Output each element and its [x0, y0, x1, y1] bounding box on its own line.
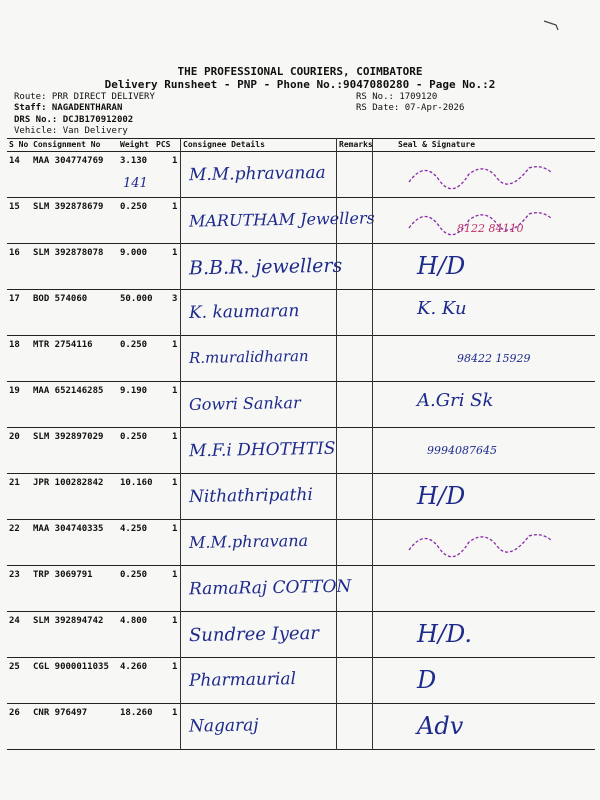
row-weight: 4.250 [120, 524, 148, 534]
table-row [7, 382, 595, 427]
handwritten-consignee: B.B.R. jewellers [188, 254, 343, 280]
handwritten-consignee: M.M.phravanaa [188, 162, 326, 186]
row-pcs: 1 [172, 616, 178, 626]
row-consignment-no: CGL 9000011035 [33, 662, 109, 672]
row-consignment-no: MTR 2754116 [33, 340, 93, 350]
row-consignment-no: SLM 392878679 [33, 202, 104, 212]
row-consignment-no: TRP 3069791 [33, 570, 93, 580]
column-divider [180, 138, 181, 750]
column-divider [336, 138, 337, 750]
handwritten-consignee: K. kaumaran [188, 301, 300, 323]
table-row [7, 290, 595, 335]
col-seal: Seal & Signature [398, 140, 476, 149]
column-divider [372, 138, 373, 750]
row-weight: 10.160 [120, 478, 153, 488]
col-consignment: Consignment No [33, 140, 101, 149]
rs-number: RS No.: 1709120 [356, 92, 438, 102]
row-pcs: 1 [172, 340, 178, 350]
stamp-scribble [405, 200, 555, 240]
row-sno: 16 [9, 248, 20, 258]
handwritten-consignee: MARUTHAM Jewellers [188, 208, 375, 231]
row-pcs: 1 [172, 524, 178, 534]
route-label: Route: PRR DIRECT DELIVERY [14, 92, 155, 102]
row-weight: 0.250 [120, 432, 148, 442]
row-sno: 23 [9, 570, 20, 580]
table-row [7, 152, 595, 197]
row-pcs: 1 [172, 708, 178, 718]
table-row [7, 704, 595, 749]
delivery-signature: K. Ku [417, 298, 467, 319]
row-sno: 24 [9, 616, 20, 626]
row-consignment-no: MAA 304774769 [33, 156, 104, 166]
table-row [7, 474, 595, 519]
table-row [7, 612, 595, 657]
row-sno: 25 [9, 662, 20, 672]
table-row [7, 428, 595, 473]
row-weight: 0.250 [120, 202, 148, 212]
row-pcs: 1 [172, 432, 178, 442]
row-pcs: 1 [172, 202, 178, 212]
row-consignment-no: MAA 652146285 [33, 386, 104, 396]
col-consignee: Consignee Details [183, 140, 265, 149]
handwritten-consignee: Sundree Iyear [188, 622, 320, 647]
handwritten-consignee: Nithathripathi [188, 484, 313, 508]
handwritten-note: 141 [123, 176, 148, 191]
table-header [7, 139, 595, 151]
delivery-signature: H/D [417, 482, 466, 510]
stamp-scribble [405, 154, 555, 194]
row-consignment-no: SLM 392878078 [33, 248, 104, 258]
row-sno: 20 [9, 432, 20, 442]
table-row [7, 198, 595, 243]
table-row [7, 520, 595, 565]
row-sno: 15 [9, 202, 20, 212]
stamp-scribble [405, 522, 555, 562]
row-pcs: 1 [172, 662, 178, 672]
staff-label: Staff: NAGADENTHARAN [14, 103, 123, 113]
row-pcs: 3 [172, 294, 178, 304]
runsheet-subtitle: Delivery Runsheet - PNP - Phone No.:9047080280 - Page No.:2 [104, 78, 496, 91]
table-row [7, 566, 595, 611]
row-pcs: 1 [172, 386, 178, 396]
row-sno: 26 [9, 708, 20, 718]
handwritten-phone: 9994087645 [427, 444, 497, 457]
handwritten-consignee: Gowri Sankar [188, 393, 301, 414]
company-title: THE PROFESSIONAL COURIERS, COIMBATORE [177, 65, 423, 78]
row-rule [7, 749, 595, 750]
row-weight: 0.250 [120, 340, 148, 350]
row-weight: 50.000 [120, 294, 153, 304]
row-pcs: 1 [172, 248, 178, 258]
handwritten-phone: 8122 84110 [457, 222, 524, 235]
row-sno: 18 [9, 340, 20, 350]
delivery-signature: D [417, 666, 437, 694]
row-weight: 9.000 [120, 248, 148, 258]
row-sno: 21 [9, 478, 20, 488]
delivery-signature: Adv [417, 712, 464, 740]
handwritten-consignee: M.M.phravana [188, 530, 309, 553]
row-pcs: 1 [172, 156, 178, 166]
delivery-signature: H/D [417, 252, 466, 280]
vehicle-label: Vehicle: Van Delivery [14, 126, 128, 136]
col-pcs: PCS [156, 140, 171, 149]
handwritten-consignee: Nagaraj [188, 715, 259, 737]
col-sno: S No [9, 140, 29, 149]
col-weight: Weight [120, 140, 149, 149]
row-weight: 4.800 [120, 616, 148, 626]
row-sno: 17 [9, 294, 20, 304]
row-consignment-no: CNR 976497 [33, 708, 88, 718]
drs-label: DRS No.: DCJB170912002 [14, 115, 134, 125]
handwritten-phone: 98422 15929 [457, 352, 531, 365]
col-remarks: Remarks [339, 140, 373, 149]
handwritten-consignee: R.muralidharan [188, 346, 309, 368]
table-row [7, 336, 595, 381]
table-row [7, 244, 595, 289]
row-pcs: 1 [172, 570, 178, 580]
row-weight: 3.130 [120, 156, 148, 166]
row-consignment-no: BOD 574060 [33, 294, 88, 304]
row-consignment-no: SLM 392894742 [33, 616, 104, 626]
row-weight: 18.260 [120, 708, 153, 718]
row-consignment-no: SLM 392897029 [33, 432, 104, 442]
corner-pen-mark [542, 18, 562, 32]
delivery-signature: A.Gri Sk [417, 390, 494, 411]
row-sno: 19 [9, 386, 20, 396]
table-row [7, 658, 595, 703]
row-weight: 9.190 [120, 386, 148, 396]
rs-date: RS Date: 07-Apr-2026 [356, 103, 465, 113]
handwritten-consignee: RamaRaj COTTON [188, 576, 352, 600]
delivery-signature: H/D. [417, 620, 473, 648]
row-sno: 14 [9, 156, 20, 166]
handwritten-consignee: Pharmaurial [188, 669, 297, 691]
row-consignment-no: MAA 304740335 [33, 524, 104, 534]
row-pcs: 1 [172, 478, 178, 488]
handwritten-consignee: M.F.i DHOTHTIS [188, 438, 336, 462]
row-weight: 4.260 [120, 662, 148, 672]
row-consignment-no: JPR 100282842 [33, 478, 104, 488]
row-sno: 22 [9, 524, 20, 534]
row-weight: 0.250 [120, 570, 148, 580]
